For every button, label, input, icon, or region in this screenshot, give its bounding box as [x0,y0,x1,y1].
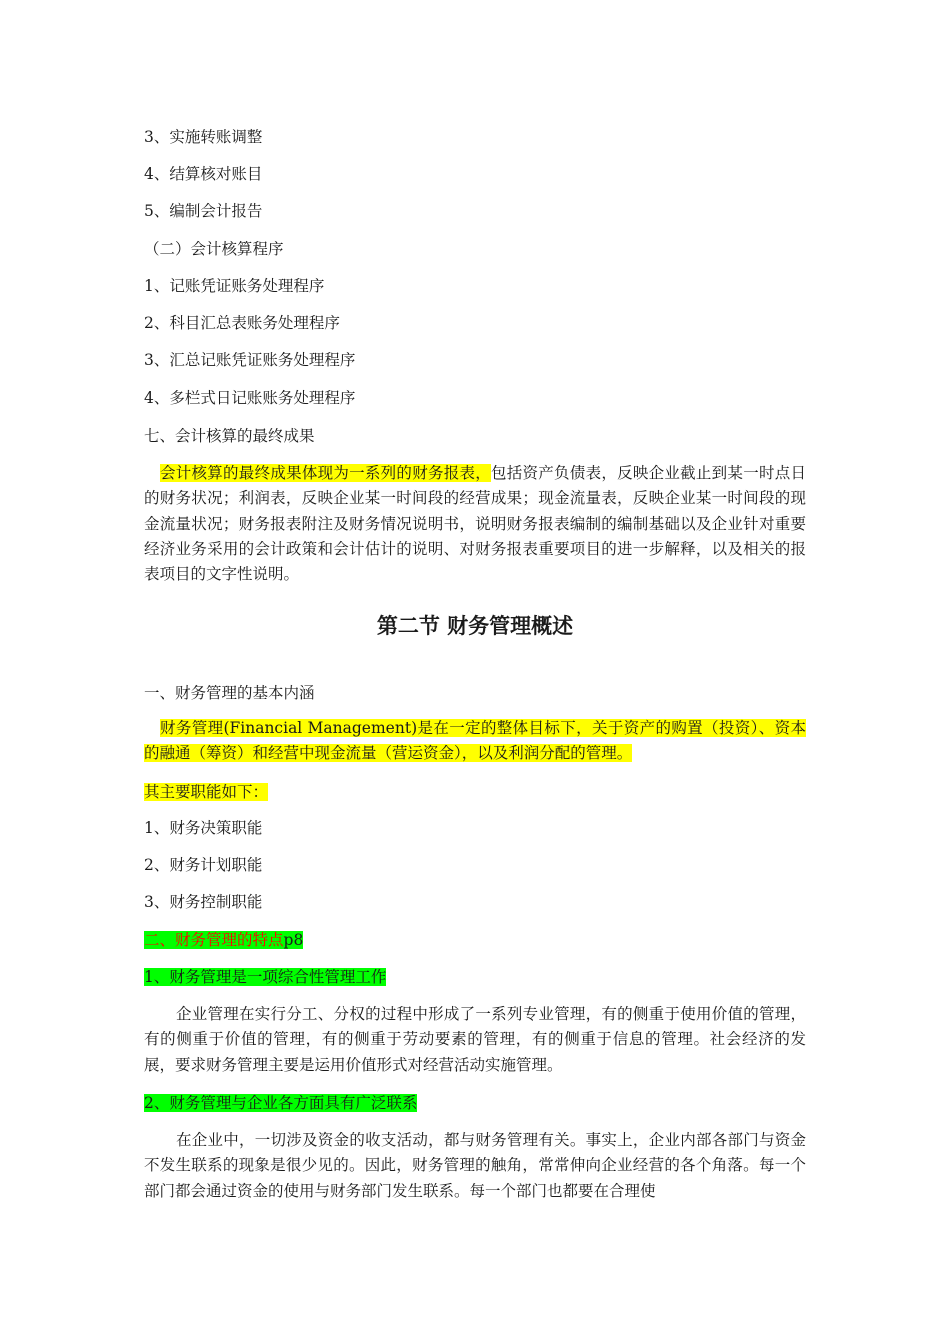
paragraph-final-results [144,461,806,587]
point-title [144,967,386,987]
highlighted-text: 会计核算的最终成果体现为一系列的财务报表， [160,464,491,482]
paragraph-comprehensive: 企业管理在实行分工、分权的过程中形成了一系列专业管理，有的侧重于使用价值的管理，有的侧重于价值的管理，有的侧重于劳动要素的管理，有的侧重于信息的管理。社会经济的发展，要求财务管理主要是运用价值形式对经营活动实施管理。 [144,1005,806,1074]
highlighted-text: 2、财务管理与企业各方面具有广泛联系 [144,1094,418,1112]
point-title [144,1093,417,1113]
highlighted-text [144,931,303,949]
functions-intro [144,782,268,802]
subheading: 七、会计核算的最终成果 [144,427,315,445]
list-item: 3、财务控制职能 [144,893,263,911]
page-reference: p8 [283,931,304,949]
list-item: 2、科目汇总表账务处理程序 [144,314,340,332]
subheading: 一、财务管理的基本内涵 [144,684,315,702]
red-text: 二、财务管理的特点 [144,931,284,949]
list-item: 3、实施转账调整 [144,128,263,146]
list-item: 5、编制会计报告 [144,202,263,220]
highlighted-text: 其主要职能如下： [144,783,269,801]
paragraph-definition [144,716,806,767]
list-item: 4、多栏式日记账账务处理程序 [144,389,356,407]
highlighted-text: 1、财务管理是一项综合性管理工作 [144,968,387,986]
subheading-features [144,930,303,950]
paragraph-text: 包括资产负债表，反映企业截止到某一时点日的财务状况；利润表，反映企业某一时间段的经营成果；现金流量表，反映企业某一时间段的现金流量状况；财务报表附注及财务情况说明书，说明财务报表编制的编制基础以及企业针对重要经济业务采用的会计政策和会计估计的说明、对财务报表重要项目的进一步解释，以及相关的报表项目的文字性说明。 [144,464,806,584]
list-item: 2、财务计划职能 [144,856,263,874]
list-item: 1、记账凭证账务处理程序 [144,277,325,295]
highlighted-text: 财务管理(Financial Management)是在一定的整体目标下，关于资产的购置（投资）、资本的融通（筹资）和经营中现金流量（营运资金），以及利润分配的管理。 [144,719,806,763]
section-heading: 第二节 财务管理概述 [376,613,574,638]
list-item: 4、结算核对账目 [144,165,263,183]
subheading: （二）会计核算程序 [144,240,284,258]
list-item: 3、汇总记账凭证账务处理程序 [144,351,356,369]
paragraph-connections: 在企业中，一切涉及资金的收支活动，都与财务管理有关。事实上，企业内部各部门与资金不发生联系的现象是很少见的。因此，财务管理的触角，常常伸向企业经营的各个角落。每一个部门都会通过资金的使用与财务部门发生联系。每一个部门也都要在合理使 [144,1131,806,1200]
list-item: 1、财务决策职能 [144,819,263,837]
